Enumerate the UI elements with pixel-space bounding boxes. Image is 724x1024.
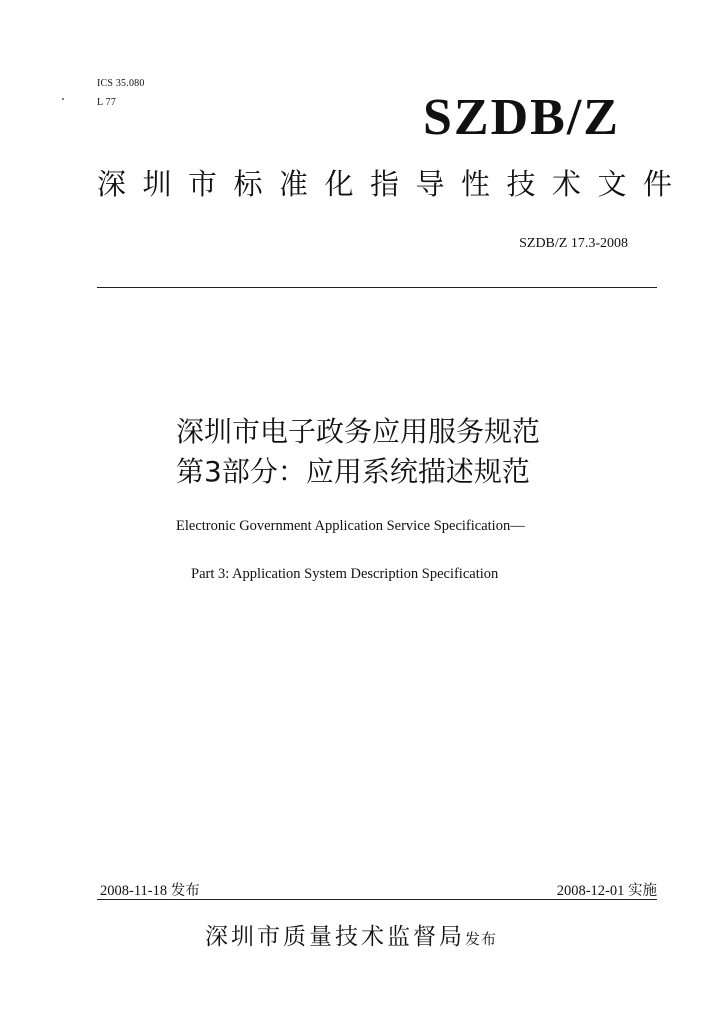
scan-speck	[62, 98, 64, 100]
issuer-name: 深圳市质量技术监督局	[205, 924, 465, 950]
title-english-line-2: Part 3: Application System Description Specification	[191, 566, 499, 582]
standard-brand: SZDB/Z	[423, 89, 620, 146]
issue-date: 2008-11-18 发布	[100, 883, 200, 899]
title-chinese-line-1: 深圳市电子政务应用服务规范	[176, 415, 541, 448]
title-english-line-1: Electronic Government Application Service Specification—	[176, 518, 525, 534]
title-chinese-line-2: 第3部分：应用系统描述规范	[176, 455, 530, 488]
document-type-heading: 深圳市标准化指导性技术文件	[97, 167, 689, 201]
ics-code: ICS 35.080	[97, 78, 145, 89]
document-number: SZDB/Z 17.3-2008	[519, 236, 628, 251]
ccs-code: L 77	[97, 97, 117, 108]
issuer-suffix: 发布	[465, 930, 498, 948]
top-divider	[97, 287, 657, 288]
implementation-date: 2008-12-01 实施	[556, 883, 657, 899]
bottom-divider	[97, 899, 657, 900]
issuer-line	[205, 918, 497, 951]
